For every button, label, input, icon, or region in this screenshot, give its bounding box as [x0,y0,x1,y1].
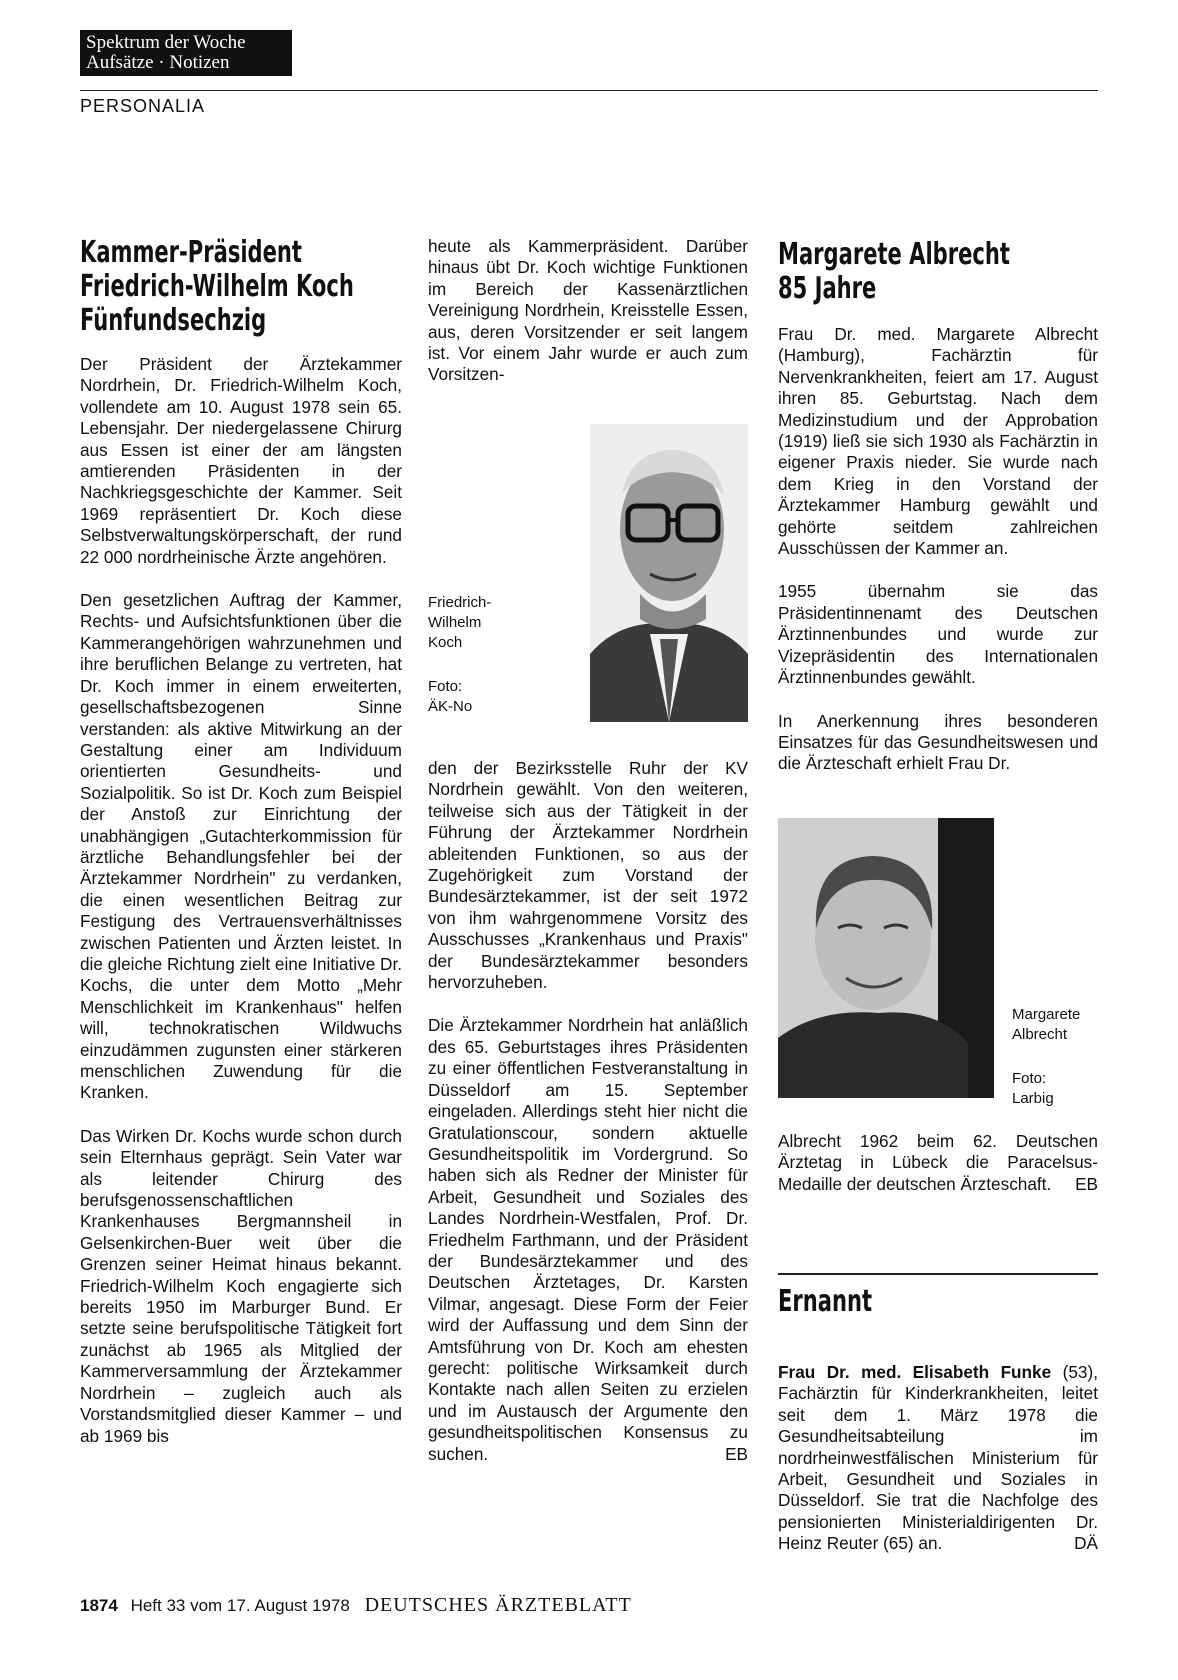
article-koch-column-2-bottom [428,758,748,1487]
headline-line-2: 85 Jahre [778,271,877,306]
caption-line: Foto: [1012,1070,1047,1087]
caption-line: Wilhelm [428,614,482,631]
paragraph: 1955 übernahm sie das Präsidentinnenamt des Deutschen Ärztinnenbundes und wurde zur Vizepräsidentin des Internationalen Ärztinnenbundes gewählt. [778,581,1098,688]
article-koch-column-2-top [428,236,748,408]
journal-name: DEUTSCHES ÄRZTEBLATT [364,1594,632,1616]
top-rule [80,90,1098,91]
paragraph: In Anerkennung ihres besonderen Einsatzes für das Gesundheitswesen und die Ärzteschaft erhielt Frau Dr. [778,710,1098,774]
ernannt-rule [778,1273,1098,1275]
paragraph-text: Die Ärztekammer Nordrhein hat anläßlich des 65. Geburtstages ihres Präsidenten zu einer öffentlichen Festveranstaltung in Düsseldorf am 15. September eingeladen. Allerdings steht hier nicht die Gratulationscour, sondern aktuelle Gesundheitspolitik im Vordergrund. So haben sich als Redner der Minister für Arbeit, Gesundheit und Soziales des Landes Nordrhein-Westfalen, Prof. Dr. Friedhelm Farthmann, und der Präsident der Bundesärztekammer und des Deutschen Ärztetages, Dr. Karsten Vilmar, angesagt. Diese Form der Feier wird der Auffassung und dem Sinn der Amtsführung von Dr. Koch am ehesten gerecht: politische Wirksamkeit durch Kontakte nach allen Seiten zu erzielen und im Austausch der Argumente den gesundheitspolitischen Konsensus zu suchen. [428,1015,748,1464]
caption-line: Larbig [1012,1090,1054,1107]
caption-line: Albrecht [1012,1026,1068,1043]
paragraph-text: Albrecht 1962 beim 62. Deutschen Ärztetag in Lübeck die Paracelsus-Medaille der deutschen Ärzteschaft. [778,1131,1098,1194]
article-ernannt-headline: Ernannt [778,1284,873,1319]
page-footer [80,1594,632,1617]
article-koch-headline [80,236,376,338]
paragraph: Frau Dr. med. Margarete Albrecht (Hamburg), Fachärztin für Nervenkrankheiten, feiert am 17. August ihren 85. Geburtstag. Nach dem Medizinstudium und der Approbation (1919) ließ sie sich 1930 als Fachärztin in eigener Praxis nieder. Sie wurde nach dem Krieg in den Vorstand der Ärztekammer Hamburg gewählt und gehörte seitdem zahlreichen Ausschüssen der Kammer an. [778,324,1098,559]
section-header-box [80,30,292,76]
albrecht-photo-caption-credit [1012,1069,1054,1109]
person-name: Frau Dr. med. Elisabeth Funke [778,1362,1052,1382]
caption-line: Friedrich- [428,594,492,611]
article-ernannt-column [778,1362,1098,1577]
header-line-2: Aufsätze · Notizen [86,52,230,73]
author-signature: EB [1075,1173,1098,1194]
paragraph: den der Bezirksstelle Ruhr der KV Nordrhein gewählt. Von den weiteren, teilweise sich aus der Tätigkeit in der Führung der Ärztekammer Nordrhein ableitenden Funktionen, so aus der Zugehörigkeit zum Vorstand der Bundesärztekammer, ist der seit 1972 von ihm wahrgenommene Vorsitz des Ausschusses „Krankenhaus und Praxis" der Bundesärztekammer besonders hervorzuheben. [428,758,748,993]
issue-info: Heft 33 vom 17. August 1978 [130,1596,350,1615]
paragraph-with-signature [428,1015,748,1465]
koch-photo-caption-credit [428,677,472,717]
page-number: 1874 [80,1596,118,1615]
paragraph-with-signature [778,1131,1098,1195]
caption-line: Margarete [1012,1006,1081,1023]
albrecht-portrait-photo [778,818,994,1098]
headline-line-1: Kammer-Präsident [80,235,302,270]
paragraph: Das Wirken Dr. Kochs wurde schon durch sein Elternhaus geprägt. Sein Vater war als leitender Chirurg des berufsgenossenschaftlichen Krankenhauses Bergmannsheil in Gelsenkirchen-Buer weit über die Grenzen seiner Heimat hinaus bekannt. Friedrich-Wilhelm Koch engagierte sich bereits 1950 im Marburger Bund. Er setzte seine berufspolitische Tätigkeit fort zunächst ab 1965 als Mitglied der Kammerversammlung der Ärztekammer Nordrhein – zugleich auch als Vorstandsmitglied dieser Kammer – und ab 1969 bis [80,1125,402,1446]
paragraph-text: (53), Fachärztin für Kinderkrankheiten, leitet seit dem 1. März 1978 die Gesundheitsabteilung im nordrheinwestfälischen Ministerium für Arbeit, Gesundheit und Soziales in Düsseldorf. Sie trat die Nachfolge des pensionierten Ministerialdirigenten Dr. Heinz Reuter (65) an. [778,1362,1098,1554]
article-albrecht-column-bottom [778,1131,1098,1217]
article-albrecht-headline [778,238,1074,306]
paragraph: heute als Kammerpräsident. Darüber hinaus übt Dr. Koch wichtige Funktionen im Bereich der Kassenärztlichen Vereinigung Nordrhein, Kreisstelle Essen, aus, deren Vorsitzender er seit langem ist. Vor einem Jahr wurde er auch zum Vorsitzen- [428,236,748,385]
koch-photo-caption-name [428,593,491,653]
paragraph-with-signature [778,1362,1098,1555]
section-label: PERSONALIA [80,96,206,116]
article-albrecht-column-top [778,324,1098,797]
caption-line: Foto: [428,678,463,695]
author-signature: EB [725,1443,748,1464]
author-signature: DÄ [1074,1533,1098,1554]
koch-portrait-photo [590,424,748,722]
paragraph: Der Präsident der Ärztekammer Nordrhein, Dr. Friedrich-Wilhelm Koch, vollendete am 10. August 1978 sein 65. Lebensjahr. Der niedergelassene Chirurg aus Essen ist einer der am längsten amtierenden Präsidenten in der Nachkriegsgeschichte der Kammer. Seit 1969 repräsentiert Dr. Koch diese Selbstverwaltungskörperschaft, der rund 22 000 nordrheinische Ärzte angehören. [80,354,402,567]
paragraph: Den gesetzlichen Auftrag der Kammer, Rechts- und Aufsichtsfunktionen über die Kammerangehörigen wahrzunehmen und ihre beruflichen Belange zu vertreten, hat Dr. Koch immer in einem erweiterten, gesellschaftsbezogenen Sinne verstanden: als aktive Mitwirkung an der Gestaltung einer am Individuum orientierten Gesundheits- und Sozialpolitik. So ist Dr. Koch zum Beispiel der Anstoß zur Einrichtung der unabhängigen „Gutachterkommission für ärztliche Behandlungsfehler bei der Ärztekammer Nordrhein" zu verdanken, die einen wesentlichen Beitrag zur Festigung des Vertrauensverhältnisses zwischen Patienten und Ärzten leistet. In die gleiche Richtung zielt eine Initiative Dr. Kochs, die unter dem Motto „Mehr Menschlichkeit im Krankenhaus" helfen will, technokratischen Wildwuchs einzudämmen zugunsten einer stärkeren menschlichen Zuwendung für die Kranken. [80,590,402,1103]
caption-line: ÄK-No [428,698,473,715]
headline-line-2: Friedrich-Wilhelm Koch [80,269,354,304]
article-koch-column-1 [80,354,402,1469]
caption-line: Koch [428,634,463,651]
albrecht-photo-caption-name [1012,1005,1080,1045]
header-line-1: Spektrum der Woche [86,32,246,53]
headline-line-3: Fünfundsechzig [80,303,267,338]
headline-line-1: Margarete Albrecht [778,237,1010,272]
